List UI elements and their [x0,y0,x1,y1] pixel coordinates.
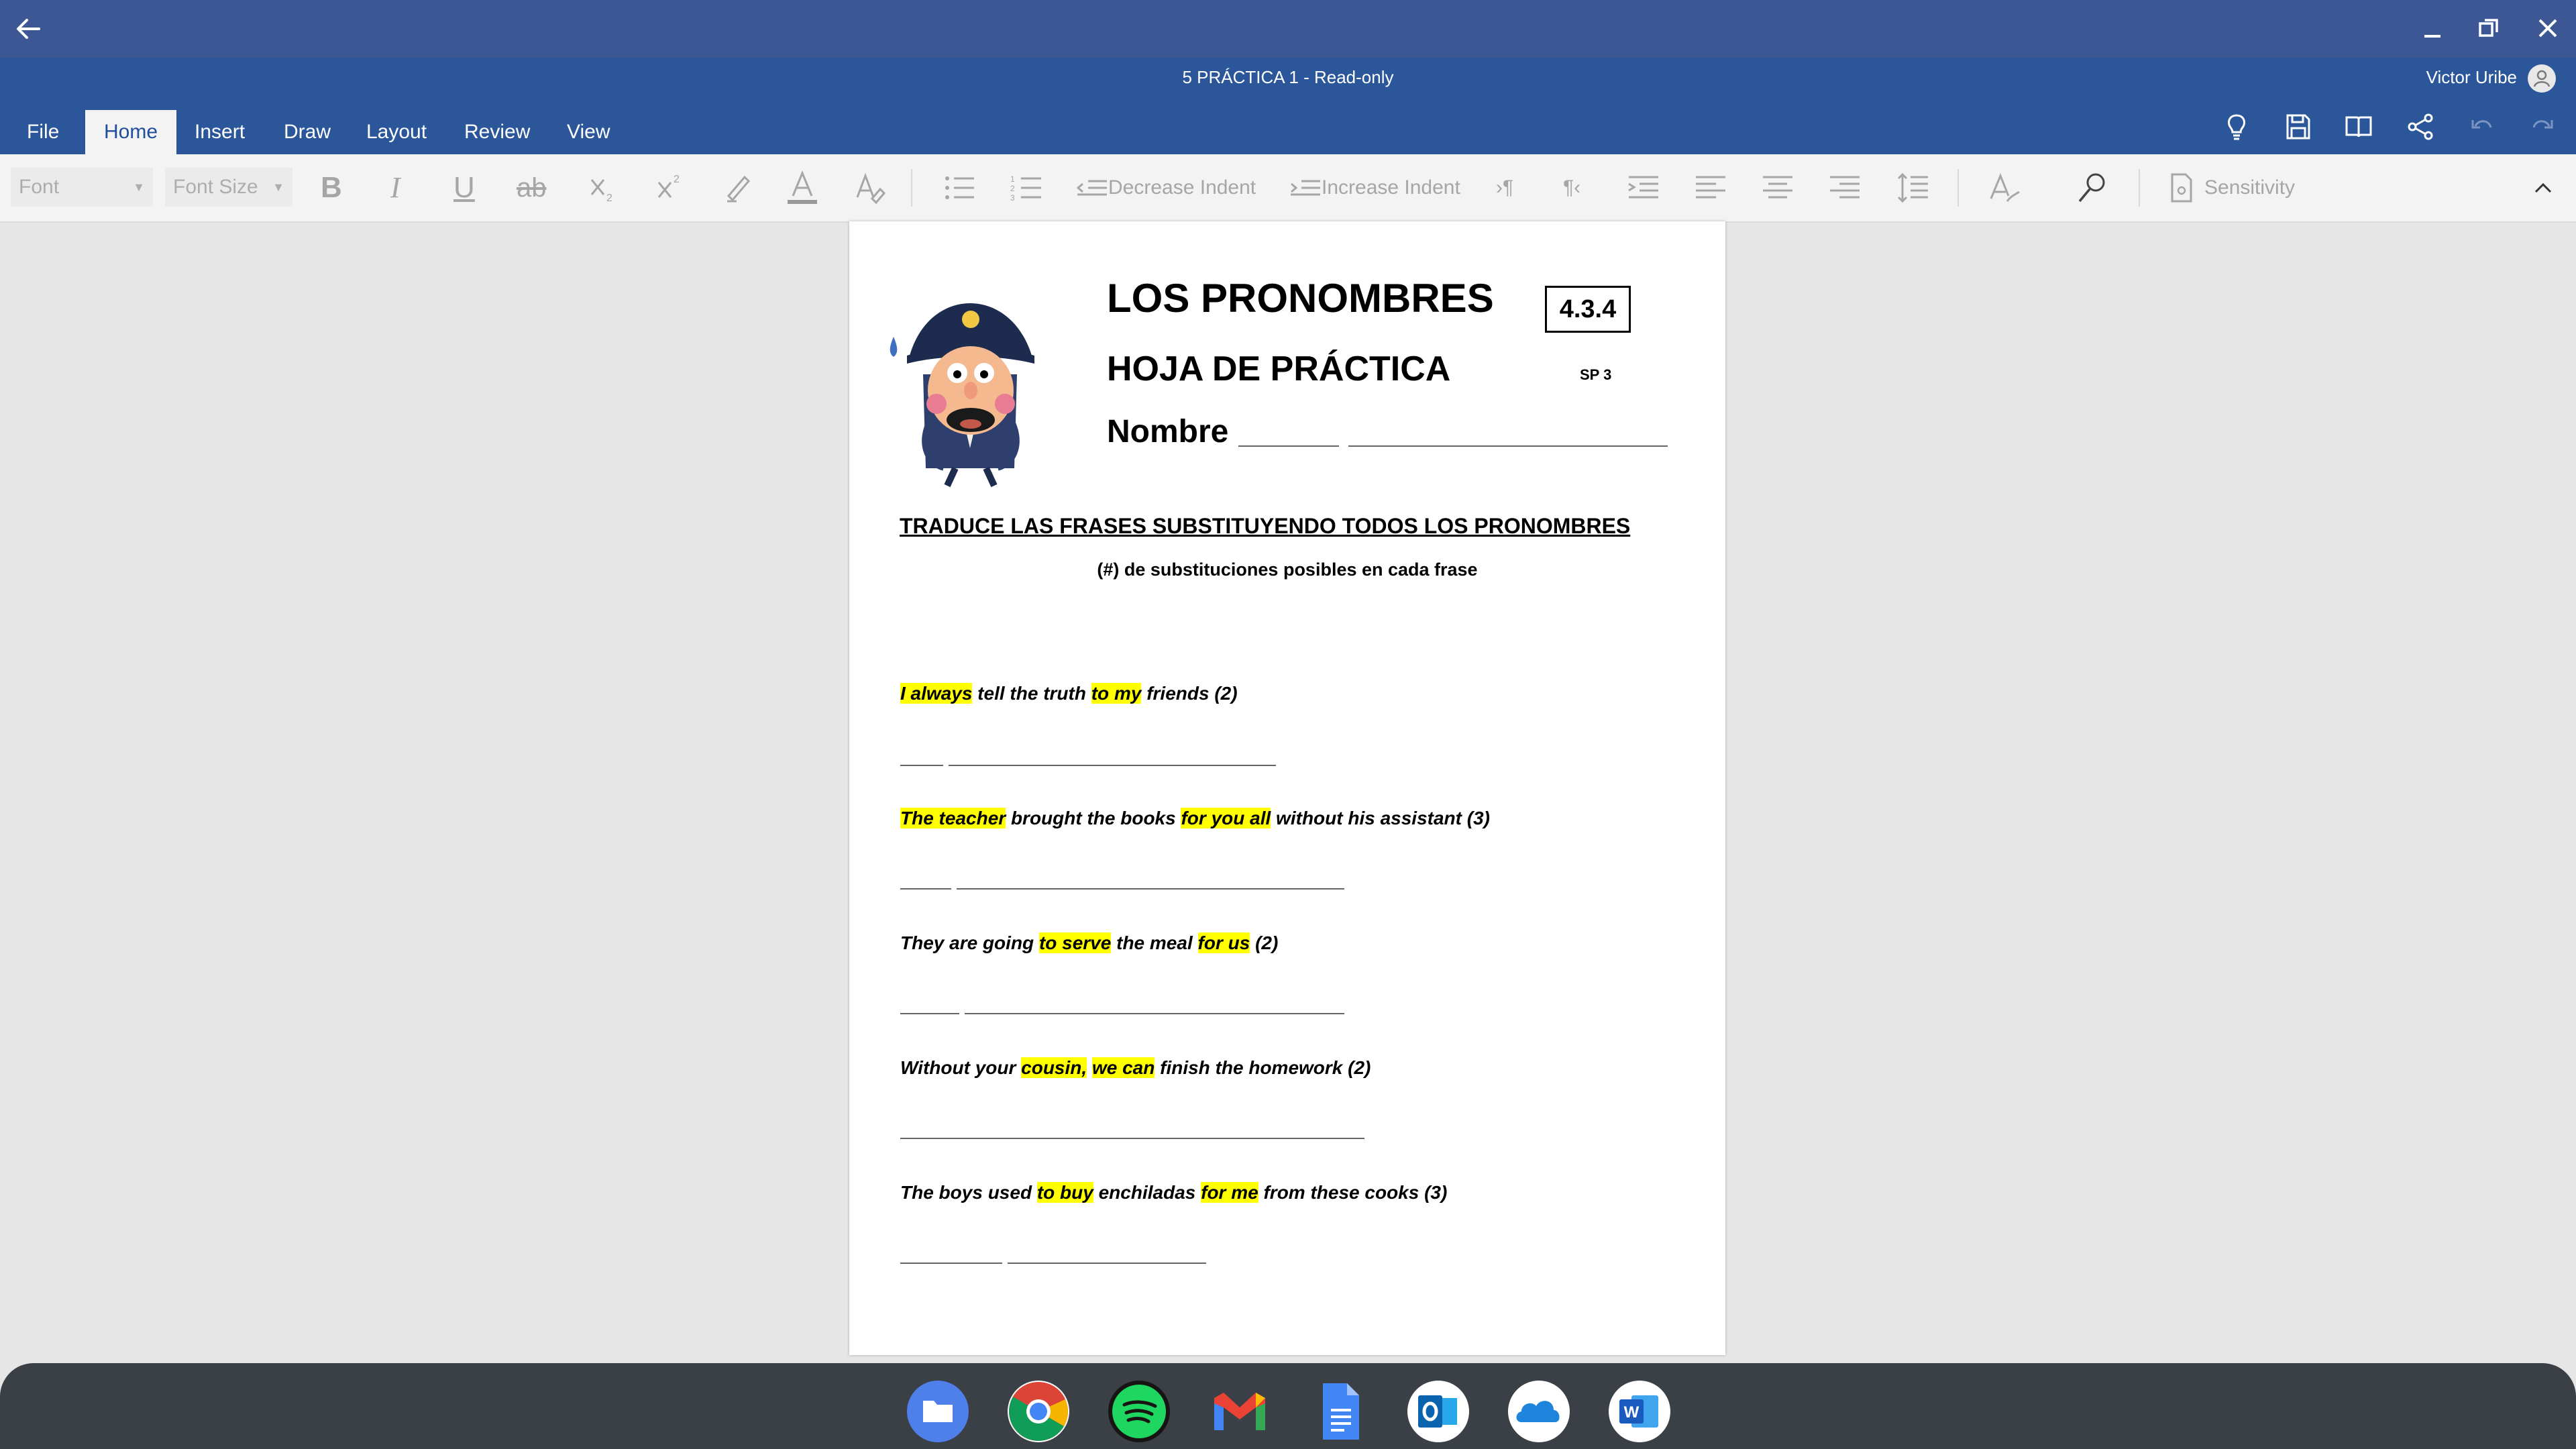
search-icon[interactable] [2076,169,2110,207]
answer-blank [900,765,943,766]
sentence-text: They are going [900,932,1039,953]
tab-insert[interactable]: Insert [195,121,246,143]
increase-indent-icon [1289,178,1322,197]
highlighted-phrase: we can [1091,1057,1155,1078]
tab-file[interactable]: File [27,121,60,143]
tab-view[interactable]: View [567,121,610,143]
instruction-note: (#) de substituciones posibles en cada frase [1097,559,1478,580]
docs-app-icon[interactable] [1309,1381,1371,1442]
sentence-text: enchiladas [1093,1182,1201,1203]
name-blank [1348,445,1668,447]
font-dropdown-label: Font [19,176,60,198]
word-app-icon[interactable] [1609,1381,1670,1442]
folder-icon [907,1381,969,1442]
sentence-4 [900,1057,1371,1079]
chrome-icon [1008,1381,1069,1442]
sentence-1 [900,683,1238,704]
svg-text:2: 2 [1010,184,1015,193]
avatar[interactable] [2528,64,2556,93]
align-left-icon[interactable] [1693,169,1728,207]
level-label: SP 3 [1580,366,1612,383]
highlighted-phrase: for me [1201,1182,1258,1203]
superscript-icon[interactable] [655,169,687,207]
close-icon[interactable] [2536,16,2560,40]
font-size-dropdown-label: Font Size [173,176,258,198]
sentence-text: (2) [1250,932,1279,953]
sentence-text: brought the books [1006,808,1181,828]
sentence-text: without his assistant (3) [1271,808,1490,828]
bold-button[interactable]: B [321,171,342,204]
highlighted-phrase: for you all [1181,808,1271,828]
restore-icon[interactable] [2477,16,2501,40]
numbering-icon[interactable] [1009,169,1044,207]
sentence-text: the meal [1111,932,1198,953]
svg-text:3: 3 [1010,193,1015,203]
pirate-illustration [883,280,1057,488]
answer-blank [900,1138,1364,1139]
subscript-icon[interactable] [588,169,620,207]
answer-blank [957,888,1344,890]
gmail-app-icon[interactable] [1209,1381,1271,1442]
sentence-3 [900,932,1278,954]
user-icon [2528,64,2556,93]
document-page[interactable] [849,221,1725,1355]
minimize-icon[interactable] [2420,19,2445,39]
chrome-app-icon[interactable] [1008,1381,1069,1442]
align-right-icon[interactable] [1827,169,1862,207]
increase-indent-button[interactable]: Increase Indent [1322,176,1460,199]
sentence-text: tell the truth [972,683,1091,704]
underline-button[interactable]: U [453,171,475,204]
share-icon[interactable] [2404,111,2436,142]
toolbar-separator [2139,169,2140,207]
gmail-icon [1209,1381,1271,1442]
svg-text:1: 1 [1010,174,1015,184]
highlighted-phrase: for us [1197,932,1250,953]
answer-blank [900,1013,959,1014]
bullets-icon[interactable] [942,169,977,207]
answer-blank [1008,1263,1206,1264]
word-icon [1609,1381,1670,1442]
decrease-indent-icon [1076,178,1108,197]
clear-formatting-icon[interactable] [852,169,887,207]
instruction-heading: TRADUCE LAS FRASES SUBSTITUYENDO TODOS LOS PRONOMBRES [900,514,1631,538]
styles-icon[interactable] [1987,169,2022,207]
tab-layout[interactable]: Layout [366,121,427,143]
reading-view-icon[interactable] [2343,111,2375,142]
outlook-app-icon[interactable] [1407,1381,1469,1442]
svg-text:2: 2 [674,174,680,185]
highlighted-phrase: The teacher [900,808,1006,828]
italic-button[interactable]: I [390,171,400,204]
sentence-text: The boys used [900,1182,1037,1203]
taskbar [0,1363,2576,1449]
redo-icon[interactable] [2526,111,2559,142]
files-app-icon[interactable] [907,1381,969,1442]
decrease-indent-button[interactable]: Decrease Indent [1108,176,1256,199]
name-label: Nombre [1107,414,1229,449]
sentence-2 [900,808,1490,829]
document-title: 5 PRÁCTICA 1 - Read-only [1182,67,1394,87]
font-color-icon[interactable] [785,169,820,207]
chevron-down-icon: ▼ [133,180,145,194]
sentence-5 [900,1182,1447,1203]
worksheet-subtitle: HOJA DE PRÁCTICA [1107,350,1451,388]
answer-blank [965,1013,1344,1014]
lesson-code-box: 4.3.4 [1545,286,1631,333]
chevron-down-icon: ▼ [272,180,284,194]
highlighted-phrase: to buy [1036,1182,1093,1203]
font-dropdown[interactable] [11,168,153,207]
highlighted-phrase: to serve [1038,932,1112,953]
sentence-text: friends (2) [1141,683,1238,704]
onedrive-app-icon[interactable] [1508,1381,1570,1442]
rtl-paragraph-icon[interactable]: ¶‹ [1563,176,1581,199]
align-right-indent-icon[interactable] [1626,169,1661,207]
document-icon [1309,1381,1371,1442]
highlighted-phrase: cousin, [1021,1057,1087,1078]
name-blank [1238,445,1339,447]
collapse-ribbon-icon[interactable] [2533,181,2553,195]
undo-icon[interactable] [2466,111,2498,142]
outlook-icon [1407,1381,1469,1442]
align-center-icon[interactable] [1760,169,1795,207]
save-icon[interactable] [2282,111,2314,142]
sentence-text: from these cooks (3) [1258,1182,1448,1203]
svg-text:W: W [1623,1403,1640,1421]
font-size-dropdown[interactable] [165,168,292,207]
tab-draw[interactable]: Draw [284,121,331,143]
strikethrough-button[interactable]: ab [517,173,547,203]
line-spacing-icon[interactable] [1896,169,1931,207]
highlighted-phrase: to my [1091,683,1142,704]
answer-blank [900,888,951,890]
ribbon-toolbar [0,154,2576,223]
sentence-text: finish the homework (2) [1155,1057,1371,1078]
sentence-text [1087,1057,1092,1078]
back-arrow-icon[interactable] [15,17,42,40]
lightbulb-icon[interactable] [2220,111,2253,142]
worksheet-title: LOS PRONOMBRES [1107,276,1494,321]
highlighter-icon[interactable] [720,169,755,207]
spotify-app-icon[interactable] [1108,1381,1170,1442]
sensitivity-button[interactable]: Sensitivity [2204,176,2296,199]
tab-review[interactable]: Review [464,121,531,143]
svg-text:2: 2 [606,193,612,204]
cloud-icon [1508,1381,1570,1442]
answer-blank [949,765,1276,766]
ltr-paragraph-icon[interactable]: ›¶ [1496,176,1514,199]
title-bar [0,0,2576,58]
toolbar-separator [1957,169,1959,207]
sensitivity-icon [2168,172,2195,204]
answer-blank [900,1263,1002,1264]
user-name[interactable]: Victor Uribe [2426,67,2517,87]
sentence-text: Without your [900,1057,1022,1078]
spotify-icon [1108,1381,1170,1442]
tab-home[interactable]: Home [85,110,176,154]
highlighted-phrase: I always [900,683,973,704]
toolbar-separator [911,169,912,207]
